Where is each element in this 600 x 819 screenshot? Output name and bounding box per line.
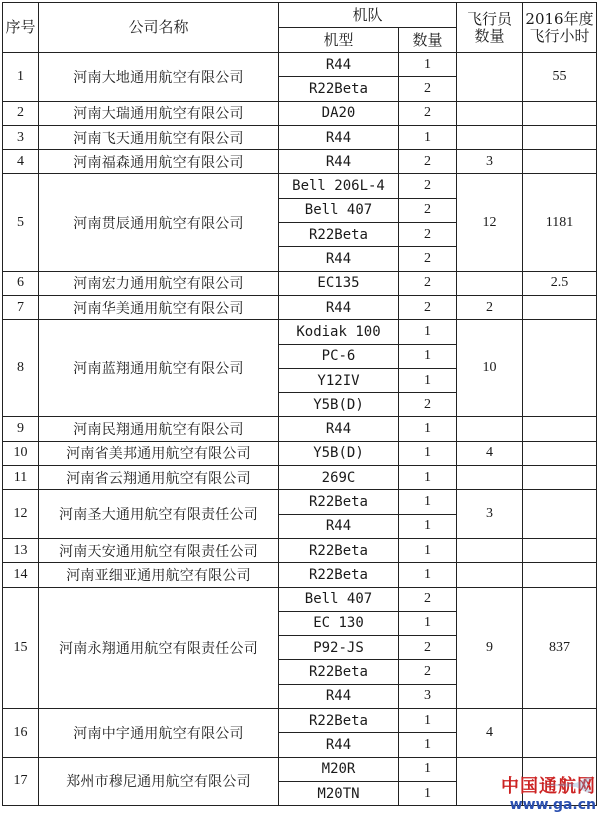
pilot-count: 4 xyxy=(457,441,523,465)
aircraft-count: 2 xyxy=(399,247,457,271)
company-name: 河南贯辰通用航空有限公司 xyxy=(39,174,279,271)
company-name: 郑州市穆尼通用航空有限公司 xyxy=(39,757,279,806)
flight-hours xyxy=(523,709,597,758)
aircraft-model: R22Beta xyxy=(279,538,399,562)
aircraft-count: 2 xyxy=(399,271,457,295)
table-row xyxy=(3,101,597,125)
aircraft-count: 1 xyxy=(399,490,457,514)
aircraft-count: 1 xyxy=(399,733,457,757)
company-name: 河南华美通用航空有限公司 xyxy=(39,295,279,319)
aircraft-model: Y12IV xyxy=(279,368,399,392)
row-index: 6 xyxy=(3,271,39,295)
aircraft-count: 2 xyxy=(399,77,457,101)
table-row xyxy=(3,125,597,149)
company-name: 河南大瑞通用航空有限公司 xyxy=(39,101,279,125)
flight-hours: 1181 xyxy=(523,174,597,271)
pilot-count: 2 xyxy=(457,295,523,319)
aircraft-model: 269C xyxy=(279,466,399,490)
aircraft-model: Bell 407 xyxy=(279,587,399,611)
aircraft-model: Kodiak 100 xyxy=(279,320,399,344)
aircraft-count: 2 xyxy=(399,174,457,198)
aircraft-count: 1 xyxy=(399,781,457,805)
aircraft-count: 2 xyxy=(399,295,457,319)
aircraft-model: R44 xyxy=(279,53,399,77)
row-index: 4 xyxy=(3,150,39,174)
row-index: 9 xyxy=(3,417,39,441)
flight-hours xyxy=(523,101,597,125)
row-index: 1 xyxy=(3,53,39,102)
pilot-count xyxy=(457,563,523,587)
flight-hours: 837 xyxy=(523,587,597,708)
aircraft-model: R22Beta xyxy=(279,660,399,684)
flight-hours xyxy=(523,490,597,539)
watermark-url: www.ga.cn xyxy=(509,797,596,813)
airplane-icon xyxy=(536,773,596,795)
watermark xyxy=(501,777,596,813)
aircraft-model: R44 xyxy=(279,733,399,757)
aircraft-model: M20TN xyxy=(279,781,399,805)
table-row xyxy=(3,709,597,733)
row-index: 2 xyxy=(3,101,39,125)
pilot-count: 3 xyxy=(457,150,523,174)
fleet-table xyxy=(2,2,597,806)
aircraft-count: 1 xyxy=(399,344,457,368)
aircraft-count: 2 xyxy=(399,660,457,684)
pilot-count: 4 xyxy=(457,709,523,758)
flight-hours xyxy=(523,538,597,562)
table-row xyxy=(3,295,597,319)
aircraft-count: 1 xyxy=(399,125,457,149)
aircraft-model: R44 xyxy=(279,150,399,174)
flight-hours xyxy=(523,563,597,587)
table-row xyxy=(3,466,597,490)
aircraft-count: 1 xyxy=(399,514,457,538)
aircraft-count: 1 xyxy=(399,320,457,344)
flight-hours xyxy=(523,150,597,174)
company-name: 河南亚细亚通用航空有限公司 xyxy=(39,563,279,587)
aircraft-model: R22Beta xyxy=(279,223,399,247)
header-hours: 2016年度 飞行小时 xyxy=(523,3,597,53)
aircraft-model: R44 xyxy=(279,417,399,441)
company-name: 河南圣大通用航空有限责任公司 xyxy=(39,490,279,539)
row-index: 16 xyxy=(3,709,39,758)
flight-hours: 2.5 xyxy=(523,271,597,295)
aircraft-count: 2 xyxy=(399,198,457,222)
table-row xyxy=(3,174,597,198)
company-name: 河南蓝翔通用航空有限公司 xyxy=(39,320,279,417)
aircraft-count: 1 xyxy=(399,466,457,490)
table-row xyxy=(3,587,597,611)
table-row xyxy=(3,271,597,295)
company-name: 河南宏力通用航空有限公司 xyxy=(39,271,279,295)
pilot-count xyxy=(457,538,523,562)
pilot-count xyxy=(457,417,523,441)
row-index: 17 xyxy=(3,757,39,806)
aircraft-count: 1 xyxy=(399,563,457,587)
aircraft-model: R44 xyxy=(279,125,399,149)
aircraft-model: Y5B(D) xyxy=(279,441,399,465)
aircraft-model: P92-JS xyxy=(279,636,399,660)
aircraft-model: EC135 xyxy=(279,271,399,295)
pilot-count xyxy=(457,466,523,490)
aircraft-model: M20R xyxy=(279,757,399,781)
aircraft-count: 1 xyxy=(399,53,457,77)
aircraft-count: 1 xyxy=(399,538,457,562)
table-row xyxy=(3,538,597,562)
company-name: 河南中宇通用航空有限公司 xyxy=(39,709,279,758)
aircraft-count: 2 xyxy=(399,223,457,247)
flight-hours xyxy=(523,295,597,319)
table-row xyxy=(3,320,597,344)
pilot-count xyxy=(457,271,523,295)
flight-hours xyxy=(523,417,597,441)
table-row xyxy=(3,53,597,77)
row-index: 11 xyxy=(3,466,39,490)
pilot-count: 10 xyxy=(457,320,523,417)
company-name: 河南天安通用航空有限责任公司 xyxy=(39,538,279,562)
aircraft-count: 1 xyxy=(399,611,457,635)
pilot-count xyxy=(457,125,523,149)
aircraft-model: Bell 407 xyxy=(279,198,399,222)
row-index: 3 xyxy=(3,125,39,149)
pilot-count: 9 xyxy=(457,587,523,708)
company-name: 河南大地通用航空有限公司 xyxy=(39,53,279,102)
aircraft-count: 1 xyxy=(399,757,457,781)
row-index: 8 xyxy=(3,320,39,417)
flight-hours xyxy=(523,320,597,417)
aircraft-count: 2 xyxy=(399,587,457,611)
header-company: 公司名称 xyxy=(39,3,279,53)
watermark-logo: 中国通航网 xyxy=(501,776,596,797)
table-row xyxy=(3,417,597,441)
flight-hours xyxy=(523,441,597,465)
aircraft-count: 2 xyxy=(399,101,457,125)
aircraft-count: 2 xyxy=(399,393,457,417)
aircraft-count: 3 xyxy=(399,684,457,708)
aircraft-count: 1 xyxy=(399,709,457,733)
aircraft-model: Bell 206L-4 xyxy=(279,174,399,198)
aircraft-model: R44 xyxy=(279,684,399,708)
aircraft-model: R44 xyxy=(279,247,399,271)
table-row xyxy=(3,563,597,587)
aircraft-model: Y5B(D) xyxy=(279,393,399,417)
aircraft-model: R22Beta xyxy=(279,490,399,514)
aircraft-model: R22Beta xyxy=(279,77,399,101)
table-row xyxy=(3,150,597,174)
company-name: 河南省美邦通用航空有限公司 xyxy=(39,441,279,465)
row-index: 14 xyxy=(3,563,39,587)
aircraft-model: R44 xyxy=(279,295,399,319)
row-index: 7 xyxy=(3,295,39,319)
row-index: 5 xyxy=(3,174,39,271)
header-fleet: 机队 xyxy=(279,3,457,28)
aircraft-count: 1 xyxy=(399,368,457,392)
aircraft-count: 1 xyxy=(399,441,457,465)
flight-hours xyxy=(523,466,597,490)
flight-hours xyxy=(523,125,597,149)
pilot-count xyxy=(457,101,523,125)
aircraft-model: DA20 xyxy=(279,101,399,125)
row-index: 15 xyxy=(3,587,39,708)
aircraft-model: R22Beta xyxy=(279,563,399,587)
table-row xyxy=(3,490,597,514)
company-name: 河南飞天通用航空有限公司 xyxy=(39,125,279,149)
row-index: 12 xyxy=(3,490,39,539)
pilot-count: 12 xyxy=(457,174,523,271)
header-index: 序号 xyxy=(3,3,39,53)
company-name: 河南永翔通用航空有限责任公司 xyxy=(39,587,279,708)
row-index: 10 xyxy=(3,441,39,465)
header-model: 机型 xyxy=(279,28,399,53)
company-name: 河南省云翔通用航空有限公司 xyxy=(39,466,279,490)
aircraft-count: 2 xyxy=(399,150,457,174)
fleet-table-body xyxy=(3,53,597,806)
company-name: 河南民翔通用航空有限公司 xyxy=(39,417,279,441)
aircraft-count: 2 xyxy=(399,636,457,660)
aircraft-model: PC-6 xyxy=(279,344,399,368)
aircraft-model: R22Beta xyxy=(279,709,399,733)
aircraft-count: 1 xyxy=(399,417,457,441)
company-name: 河南福森通用航空有限公司 xyxy=(39,150,279,174)
header-pilots: 飞行员 数量 xyxy=(457,3,523,53)
flight-hours: 55 xyxy=(523,53,597,102)
aircraft-model: EC 130 xyxy=(279,611,399,635)
aircraft-model: R44 xyxy=(279,514,399,538)
row-index: 13 xyxy=(3,538,39,562)
table-row xyxy=(3,441,597,465)
header-count: 数量 xyxy=(399,28,457,53)
pilot-count: 3 xyxy=(457,490,523,539)
pilot-count xyxy=(457,53,523,102)
